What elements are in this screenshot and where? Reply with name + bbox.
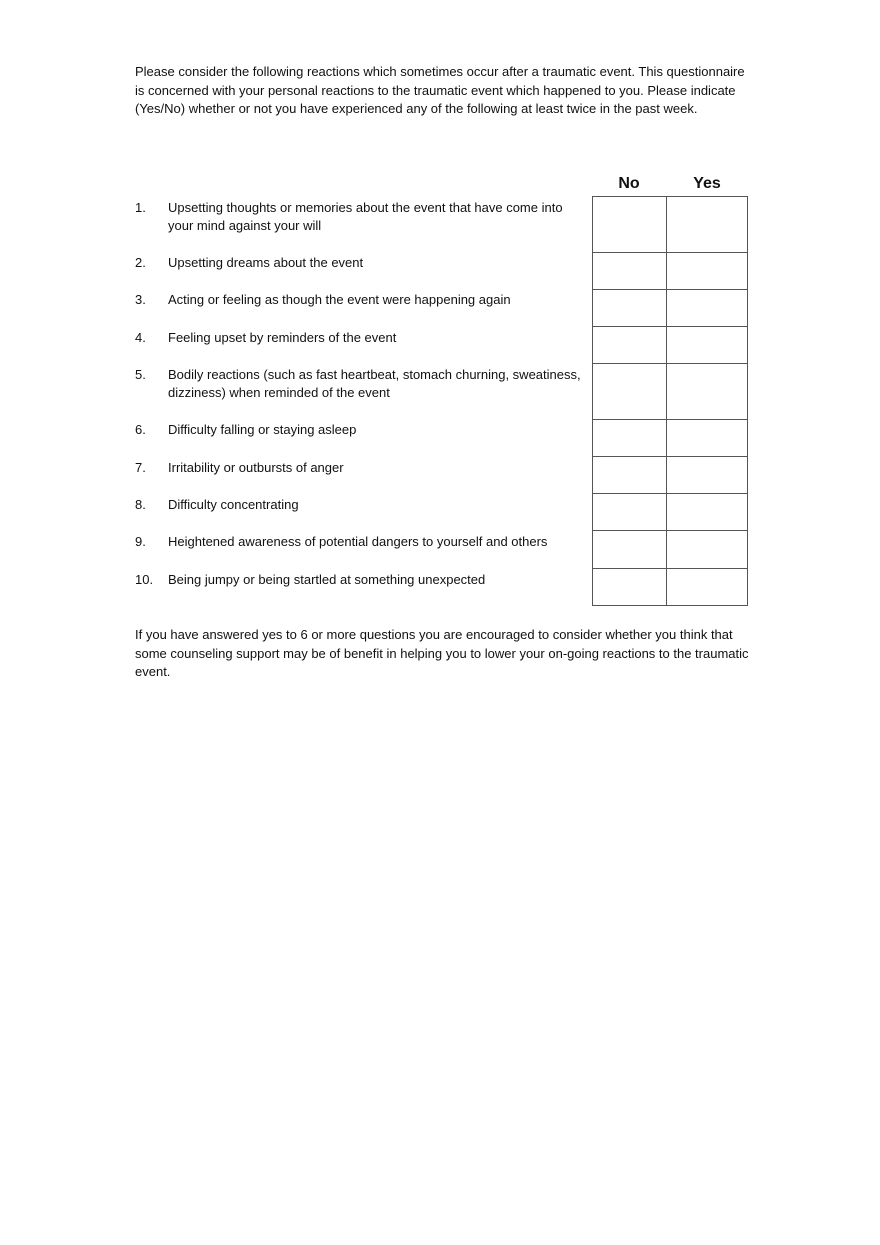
question-text: Irritability or outbursts of anger xyxy=(168,460,344,475)
question-number: 1. xyxy=(135,200,146,215)
answer-cell-no[interactable] xyxy=(593,569,667,606)
answer-cell-no[interactable] xyxy=(593,457,667,494)
question-number: 2. xyxy=(135,255,146,270)
answer-cell-yes[interactable] xyxy=(666,364,747,420)
question-item xyxy=(135,533,590,551)
answer-row xyxy=(593,457,748,494)
answer-cell-yes[interactable] xyxy=(666,420,747,457)
answer-cell-no[interactable] xyxy=(593,531,667,569)
question-text: Heightened awareness of potential dangers to yourself and others xyxy=(168,534,548,549)
question-text: Acting or feeling as though the event were happening again xyxy=(168,292,511,307)
question-text: Upsetting dreams about the event xyxy=(168,255,364,270)
question-item xyxy=(135,459,590,477)
question-item xyxy=(135,199,590,235)
answer-cell-no[interactable] xyxy=(593,253,667,290)
question-text: Difficulty falling or staying asleep xyxy=(168,422,357,437)
question-item xyxy=(135,329,590,347)
answer-cell-no[interactable] xyxy=(593,327,667,364)
answer-cell-yes[interactable] xyxy=(666,457,747,494)
answer-cell-yes[interactable] xyxy=(666,197,747,253)
answer-cell-no[interactable] xyxy=(593,364,667,420)
answer-row xyxy=(593,494,748,531)
question-number: 4. xyxy=(135,330,146,345)
answer-row xyxy=(593,531,748,569)
answer-cell-no[interactable] xyxy=(593,290,667,327)
question-item xyxy=(135,254,590,272)
question-item xyxy=(135,291,590,309)
answer-row xyxy=(593,197,748,253)
question-text: Bodily reactions (such as fast heartbeat, stomach churning, sweatiness, dizziness) when reminded of the event xyxy=(168,367,581,400)
column-header-yes: Yes xyxy=(693,175,721,192)
question-number: 8. xyxy=(135,497,146,512)
intro-paragraph: Please consider the following reactions which sometimes occur after a traumatic event. This questionnaire is concerned with your personal reactions to the traumatic event which happened to you. Please indicate (Yes/No) whether or not you have experienced any of the following at least twice in the past week. xyxy=(135,64,745,116)
answer-row xyxy=(593,569,748,606)
answer-cell-yes[interactable] xyxy=(666,569,747,606)
answer-cell-no[interactable] xyxy=(593,197,667,253)
answer-row xyxy=(593,253,748,290)
question-text: Feeling upset by reminders of the event xyxy=(168,330,397,345)
answer-row xyxy=(593,420,748,457)
answer-row xyxy=(593,364,748,420)
answer-cell-yes[interactable] xyxy=(666,327,747,364)
answer-cell-yes[interactable] xyxy=(666,494,747,531)
answer-row xyxy=(593,290,748,327)
answer-grid xyxy=(592,196,748,606)
question-item xyxy=(135,366,590,402)
question-number: 6. xyxy=(135,422,146,437)
question-number: 3. xyxy=(135,292,146,307)
question-text: Being jumpy or being startled at something unexpected xyxy=(168,572,486,587)
answer-row xyxy=(593,327,748,364)
question-item xyxy=(135,571,590,589)
question-number: 10. xyxy=(135,572,154,587)
answer-cell-no[interactable] xyxy=(593,494,667,531)
answer-cell-yes[interactable] xyxy=(666,253,747,290)
question-text: Upsetting thoughts or memories about the event that have come into your mind against your will xyxy=(168,200,563,233)
closing-paragraph: If you have answered yes to 6 or more questions you are encouraged to consider whether you think that some counseling support may be of benefit in helping you to lower your on-going reactions to the traumatic event. xyxy=(135,627,749,679)
question-number: 7. xyxy=(135,460,146,475)
answer-cell-yes[interactable] xyxy=(666,290,747,327)
question-text: Difficulty concentrating xyxy=(168,497,299,512)
question-number: 5. xyxy=(135,367,146,382)
answer-cell-yes[interactable] xyxy=(666,531,747,569)
column-header-no: No xyxy=(618,175,640,192)
question-item xyxy=(135,496,590,514)
question-number: 9. xyxy=(135,534,146,549)
answer-cell-no[interactable] xyxy=(593,420,667,457)
question-item xyxy=(135,421,590,439)
